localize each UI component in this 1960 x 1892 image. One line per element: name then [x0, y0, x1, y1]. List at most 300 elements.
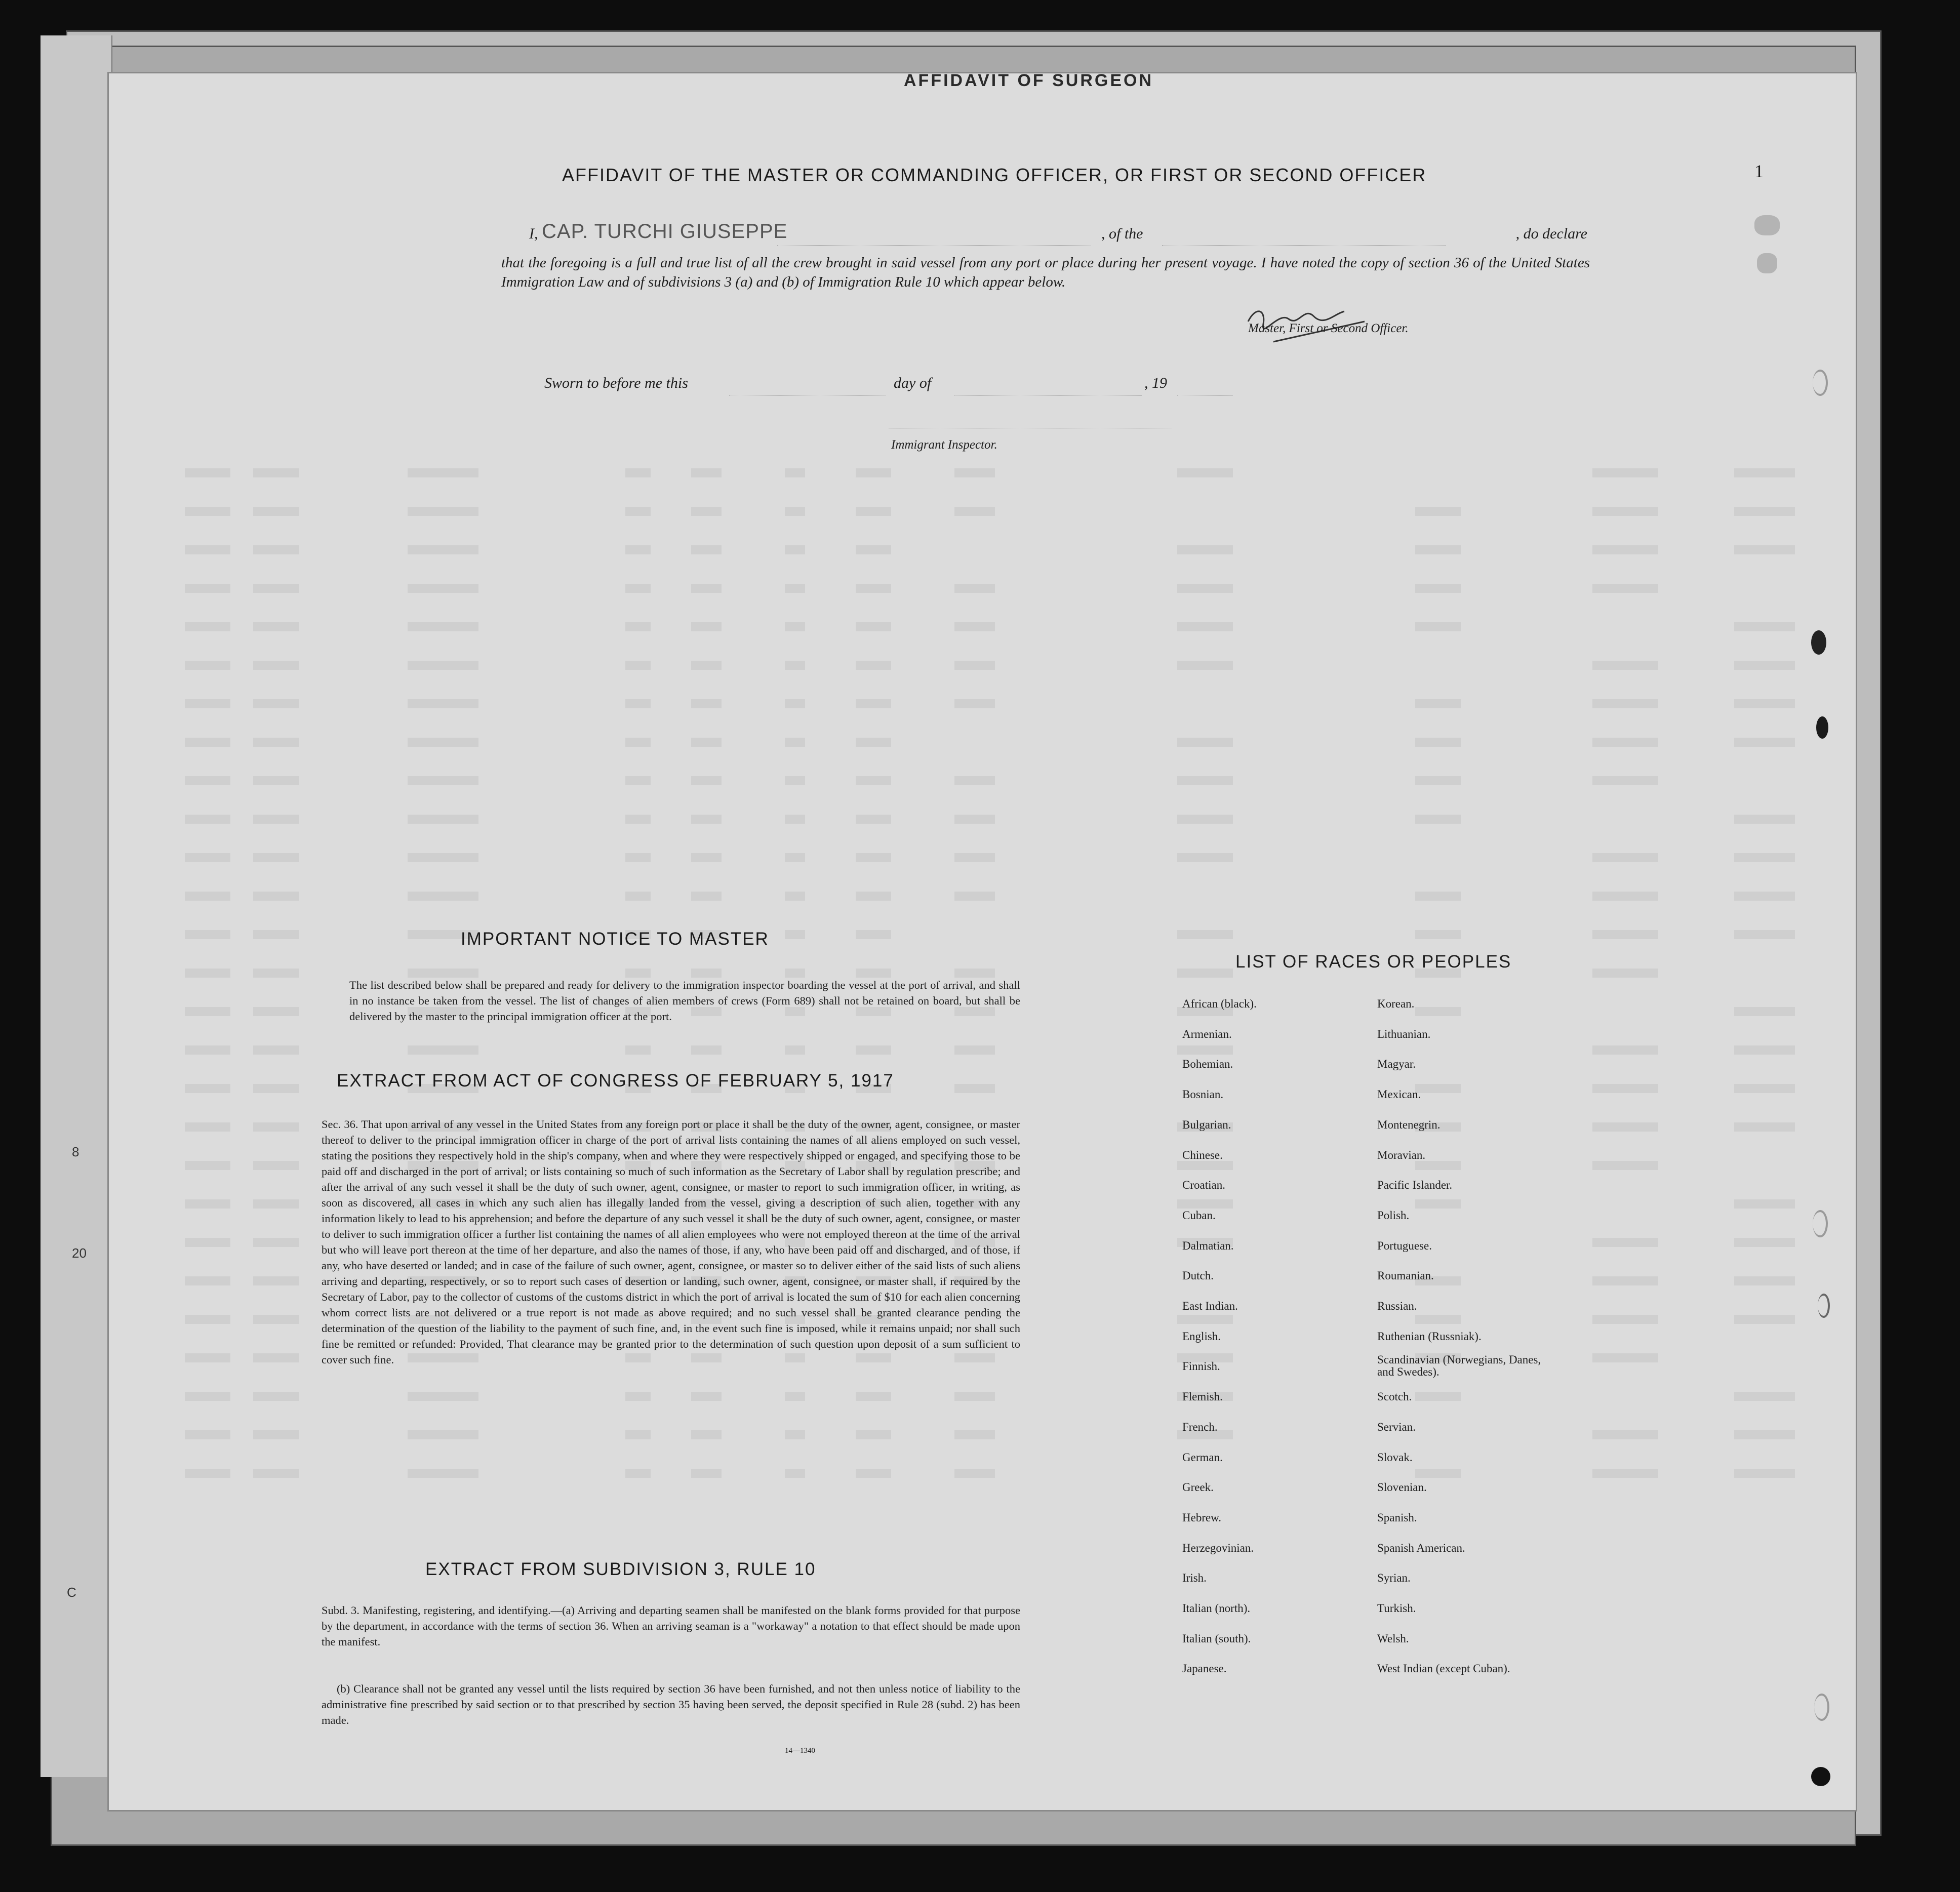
bleed-through-mark: [253, 661, 299, 670]
bleed-through-mark: [1177, 661, 1233, 670]
race-item: Greek.: [1182, 1481, 1214, 1494]
document-page: [109, 73, 1856, 1810]
bleed-through-mark: [185, 1276, 230, 1285]
rule-subd-b: (b) Clearance shall not be granted any vessel until the lists required by section 36 have been furnished, and not then unless notice of liability to the administrative fine prescribed by said section or to that prescribed by section 35 having been served, the deposit specified in Rule 28 (subd. 2) has been made.: [322, 1682, 1020, 1726]
bleed-through-mark: [1177, 969, 1233, 978]
bleed-through-mark: [1592, 776, 1658, 785]
year-label: , 19: [1144, 375, 1167, 391]
bleed-through-mark: [253, 815, 299, 824]
bleed-through-mark: [185, 507, 230, 516]
bleed-through-row: [185, 848, 1795, 868]
bleed-through-mark: [253, 584, 299, 593]
race-item: Slovenian.: [1377, 1481, 1427, 1494]
bleed-through-mark: [625, 661, 651, 670]
bleed-through-mark: [253, 853, 299, 862]
punch-hole: [1813, 1210, 1828, 1237]
race-item: Bosnian.: [1182, 1088, 1224, 1101]
bleed-through-mark: [1177, 738, 1233, 747]
bleed-through-mark: [625, 815, 651, 824]
bleed-through-mark: [1415, 815, 1461, 824]
smudge-mark: [1757, 253, 1777, 273]
bleed-through-mark: [1177, 622, 1233, 631]
race-item: Cuban.: [1182, 1209, 1216, 1222]
bleed-through-mark: [1177, 468, 1233, 477]
race-item: Polish.: [1377, 1209, 1410, 1222]
margin-mark: 20: [72, 1245, 87, 1261]
bleed-through-mark: [954, 853, 995, 862]
bleed-through-mark: [1177, 853, 1233, 862]
race-item: Scandinavian (Norwegians, Danes, and Swedes).: [1377, 1353, 1541, 1379]
bleed-through-mark: [185, 1430, 230, 1439]
vessel-blank: [1162, 228, 1446, 246]
bleed-through-row: [185, 502, 1795, 522]
race-item: Pacific Islander.: [1377, 1179, 1453, 1192]
bleed-through-mark: [785, 1392, 805, 1401]
bleed-through-mark: [253, 1392, 299, 1401]
declare-of-the: , of the: [1101, 225, 1143, 242]
bleed-through-mark: [954, 1469, 995, 1478]
bleed-through-mark: [625, 738, 651, 747]
bleed-through-mark: [253, 545, 299, 554]
bleed-through-mark: [856, 661, 891, 670]
bleed-through-mark: [785, 1045, 805, 1055]
day-of-label: day of: [894, 375, 932, 391]
bleed-through-mark: [185, 468, 230, 477]
bleed-through-mark: [185, 622, 230, 631]
bleed-through-mark: [1592, 699, 1658, 708]
declare-do-declare: , do declare: [1515, 225, 1587, 242]
punch-hole: [1814, 1694, 1829, 1721]
name-blank: [777, 228, 1091, 246]
affidavit-title: AFFIDAVIT OF THE MASTER OR COMMANDING OFFICER, OR FIRST OR SECOND OFFICER: [562, 165, 1427, 185]
bleed-through-mark: [185, 1238, 230, 1247]
bleed-through-mark: [1592, 892, 1658, 901]
bleed-through-mark: [185, 1007, 230, 1016]
bleed-through-mark: [691, 1392, 722, 1401]
bleed-through-mark: [1592, 738, 1658, 747]
bleed-through-mark: [785, 930, 805, 939]
bleed-through-mark: [185, 930, 230, 939]
punch-hole: [1813, 370, 1828, 396]
bleed-through-mark: [253, 507, 299, 516]
bleed-through-mark: [856, 622, 891, 631]
race-item: Finnish.: [1182, 1360, 1220, 1373]
bleed-through-mark: [408, 1045, 478, 1055]
race-item: Slovak.: [1377, 1451, 1413, 1464]
notice-heading: IMPORTANT NOTICE TO MASTER: [461, 929, 769, 949]
bleed-through-mark: [408, 584, 478, 593]
bleed-through-mark: [785, 622, 805, 631]
bleed-through-mark: [1415, 545, 1461, 554]
bleed-through-row: [185, 925, 1795, 945]
bleed-through-mark: [1592, 507, 1658, 516]
races-heading: LIST OF RACES OR PEOPLES: [1235, 952, 1512, 972]
race-item: Servian.: [1377, 1420, 1416, 1433]
race-item: Portuguese.: [1377, 1239, 1432, 1252]
bleed-through-mark: [691, 661, 722, 670]
bleed-through-row: [185, 656, 1795, 676]
rule-heading: EXTRACT FROM SUBDIVISION 3, RULE 10: [425, 1559, 816, 1579]
bleed-through-mark: [691, 1430, 722, 1439]
bleed-through-mark: [691, 815, 722, 824]
race-item: Lithuanian.: [1377, 1027, 1431, 1040]
bleed-through-mark: [1177, 584, 1233, 593]
bleed-through-mark: [1734, 815, 1795, 824]
bleed-through-mark: [1734, 930, 1795, 939]
bleed-through-mark: [785, 584, 805, 593]
bleed-through-mark: [253, 1161, 299, 1170]
bleed-through-mark: [954, 584, 995, 593]
race-item: English.: [1182, 1330, 1221, 1343]
bleed-through-mark: [625, 892, 651, 901]
bleed-through-mark: [954, 468, 995, 477]
bleed-through-mark: [253, 1315, 299, 1324]
race-item: Russian.: [1377, 1300, 1417, 1312]
bleed-through-mark: [408, 622, 478, 631]
bleed-through-mark: [785, 815, 805, 824]
bleed-through-row: [185, 887, 1795, 907]
bleed-through-mark: [954, 699, 995, 708]
bleed-through-mark: [253, 1122, 299, 1132]
bleed-through-mark: [856, 545, 891, 554]
bleed-through-mark: [1734, 661, 1795, 670]
bleed-through-mark: [185, 892, 230, 901]
bleed-through-mark: [1415, 507, 1461, 516]
sworn-year-blank: [1177, 378, 1233, 395]
bleed-through-mark: [408, 1430, 478, 1439]
bleed-through-mark: [954, 815, 995, 824]
bleed-through-mark: [253, 738, 299, 747]
bleed-through-mark: [408, 507, 478, 516]
surgeon-heading: AFFIDAVIT OF SURGEON: [904, 71, 1154, 90]
bleed-through-mark: [1415, 892, 1461, 901]
bleed-through-row: [185, 733, 1795, 753]
bleed-through-mark: [408, 1392, 478, 1401]
bleed-through-mark: [1734, 545, 1795, 554]
bleed-through-mark: [691, 969, 722, 978]
race-item: Turkish.: [1377, 1602, 1416, 1615]
bleed-through-mark: [856, 1469, 891, 1478]
bleed-through-mark: [253, 1199, 299, 1209]
affidavit-body: that the foregoing is a full and true list of all the crew brought in said vessel from any port or place during her present voyage. I have noted the copy of section 36 of the United States Immigration Law and of subdivisions 3 (a) and (b) of Immigration Rule 10 which appear below.: [501, 255, 1590, 290]
bleed-through-mark: [691, 738, 722, 747]
bleed-through-mark: [1592, 545, 1658, 554]
bleed-through-mark: [253, 1084, 299, 1093]
bleed-through-mark: [625, 776, 651, 785]
bleed-through-mark: [625, 507, 651, 516]
bleed-through-mark: [856, 584, 891, 593]
bleed-through-mark: [785, 738, 805, 747]
race-item: Flemish.: [1182, 1390, 1223, 1403]
bleed-through-mark: [253, 969, 299, 978]
bleed-through-mark: [185, 1199, 230, 1209]
race-item: Bulgarian.: [1182, 1118, 1231, 1131]
bleed-through-mark: [856, 853, 891, 862]
bleed-through-mark: [408, 969, 478, 978]
bleed-through-mark: [625, 584, 651, 593]
bleed-through-mark: [185, 738, 230, 747]
bleed-through-mark: [1177, 776, 1233, 785]
bleed-through-mark: [625, 622, 651, 631]
race-item: Japanese.: [1182, 1662, 1227, 1675]
bleed-through-mark: [785, 661, 805, 670]
bleed-through-mark: [253, 776, 299, 785]
rule-subd-a: Subd. 3. Manifesting, registering, and identifying.—(a) Arriving and departing seamen shall be manifested on the blank forms provided for that purpose by the department, in accordance with the terms of section 36. When an arriving seaman is a "workaway" a notation to that effect should be made upon the manifest.: [322, 1604, 1020, 1648]
bleed-through-row: [185, 617, 1795, 637]
race-item: Italian (north).: [1182, 1602, 1251, 1615]
bleed-through-mark: [253, 1045, 299, 1055]
punch-hole: [1811, 1767, 1830, 1786]
bleed-through-mark: [253, 930, 299, 939]
smudge-mark: [1754, 215, 1780, 235]
form-number: 14—1340: [785, 1747, 815, 1755]
bleed-through-mark: [691, 1045, 722, 1055]
bleed-through-mark: [1734, 853, 1795, 862]
bleed-through-mark: [1592, 584, 1658, 593]
bleed-through-mark: [691, 545, 722, 554]
race-item: Magyar.: [1377, 1058, 1416, 1071]
master-caption: Master, First or Second Officer.: [1248, 321, 1409, 335]
bleed-through-mark: [408, 468, 478, 477]
sworn-month-blank: [954, 378, 1142, 395]
bleed-through-mark: [785, 699, 805, 708]
bleed-through-mark: [185, 1353, 230, 1362]
race-item: Mexican.: [1377, 1088, 1421, 1101]
bleed-through-mark: [253, 468, 299, 477]
margin-mark: 8: [72, 1144, 79, 1159]
bleed-through-mark: [954, 969, 995, 978]
bleed-through-mark: [253, 1238, 299, 1247]
race-item: East Indian.: [1182, 1300, 1238, 1312]
race-item: Scotch.: [1377, 1390, 1412, 1403]
bleed-through-mark: [1177, 930, 1233, 939]
bleed-through-mark: [856, 1045, 891, 1055]
race-item: Ruthenian (Russniak).: [1377, 1330, 1482, 1343]
bleed-through-mark: [785, 1469, 805, 1478]
inspector-caption: Immigrant Inspector.: [891, 438, 997, 452]
bleed-through-mark: [253, 892, 299, 901]
bleed-through-mark: [253, 1276, 299, 1285]
bleed-through-mark: [856, 468, 891, 477]
bleed-through-mark: [625, 699, 651, 708]
bleed-through-mark: [954, 622, 995, 631]
punch-hole: [1818, 1294, 1830, 1318]
race-item: Syrian.: [1377, 1572, 1411, 1585]
race-item: Roumanian.: [1377, 1269, 1434, 1282]
bleed-through-row: [185, 463, 1795, 484]
race-item: Spanish American.: [1377, 1541, 1465, 1554]
bleed-through-mark: [856, 1430, 891, 1439]
race-item: Welsh.: [1377, 1632, 1409, 1645]
bleed-through-mark: [856, 930, 891, 939]
bleed-through-mark: [691, 776, 722, 785]
bleed-through-mark: [1734, 468, 1795, 477]
race-item: Dutch.: [1182, 1269, 1214, 1282]
race-item: Irish.: [1182, 1572, 1207, 1585]
bleed-through-mark: [185, 545, 230, 554]
punch-hole: [1816, 716, 1828, 739]
bleed-through-mark: [785, 507, 805, 516]
bleed-through-mark: [954, 507, 995, 516]
bleed-through-mark: [1415, 738, 1461, 747]
bleed-through-mark: [785, 468, 805, 477]
bleed-through-mark: [185, 1469, 230, 1478]
race-item: Spanish.: [1377, 1511, 1417, 1524]
bleed-through-mark: [691, 892, 722, 901]
bleed-through-mark: [185, 853, 230, 862]
bleed-through-mark: [408, 853, 478, 862]
bleed-through-mark: [185, 776, 230, 785]
act-text: Sec. 36. That upon arrival of any vessel in the United States from any foreign port or place it shall be the duty of the owner, agent, consignee, or master thereof to deliver to the principal immigration officer in charge of the port of arrival lists containing the names of all aliens employed on such vessel, stating the positions they respectively hold in the ship's company, when and where they were respectively shipped or engaged, and specifying those to be paid off and discharged in the port of arrival; or lists containing so much of such information as the Secretary of Labor shall by regulation prescribe; and after the arrival of any such vessel it shall be the duty of such owner, agent, consignee, or master to report to such immigration officer, in writing, as soon as discovered, all cases in which any such alien has illegally landed from the vessel, giving a description of such alien, together with any information likely to lead to his apprehension; and before the departure of any such vessel it shall be the duty of such owner, agent, consignee, or master to deliver to such immigration officer a further list containing the names of all alien employees who were not employed thereon at the time of the arrival but who will leave port thereon at the time of her departure, and also the names of those, if any, who have been paid off and discharged, and of those, if any, who have deserted or landed; and in case of the failure of such owner, agent, consignee, or master so to deliver either of the said lists of such aliens arriving and departing, respectively, or so to report such cases of desertion or landing, such owner, agent, consignee, or master shall, if required by the Secretary of Labor, pay to the collector of customs of the customs district in which the port of arrival is located the sum of $10 for each alien concerning whom correct lists are not delivered or a true report is not made as above required; and no such vessel shall be granted clearance pending the determination of the question of the liability to the payment of such fine, and, in the event such fine is imposed, while it remains unpaid; nor shall such fine be remitted or refunded: Provided, That clearance may be granted prior to the determination of such question upon deposit of a sum sufficient to cover such fine.: [322, 1118, 1020, 1366]
bleed-through-mark: [1734, 892, 1795, 901]
bleed-through-mark: [185, 1161, 230, 1170]
race-item: African (black).: [1182, 997, 1257, 1010]
bleed-through-mark: [954, 1084, 995, 1093]
bleed-through-mark: [1415, 930, 1461, 939]
bleed-through-mark: [856, 699, 891, 708]
bleed-through-mark: [1415, 584, 1461, 593]
bleed-through-mark: [785, 892, 805, 901]
race-item: Chinese.: [1182, 1148, 1223, 1161]
bleed-through-mark: [1734, 699, 1795, 708]
bleed-through-mark: [785, 776, 805, 785]
bleed-through-mark: [408, 699, 478, 708]
race-item: Dalmatian.: [1182, 1239, 1234, 1252]
race-item: Herzegovinian.: [1182, 1541, 1254, 1554]
bleed-through-mark: [954, 1392, 995, 1401]
bleed-through-mark: [954, 892, 995, 901]
bleed-through-mark: [1415, 699, 1461, 708]
race-item: Moravian.: [1377, 1148, 1426, 1161]
bleed-through-mark: [625, 1392, 651, 1401]
bleed-through-mark: [856, 969, 891, 978]
bleed-through-mark: [408, 776, 478, 785]
bleed-through-mark: [691, 507, 722, 516]
bleed-through-mark: [253, 699, 299, 708]
race-item: Bohemian.: [1182, 1058, 1233, 1071]
page-mark: 1: [1754, 161, 1764, 181]
bleed-through-mark: [408, 892, 478, 901]
bleed-through-mark: [1592, 468, 1658, 477]
bleed-through-row: [185, 694, 1795, 714]
bleed-through-mark: [625, 1430, 651, 1439]
race-item: Montenegrin.: [1377, 1118, 1441, 1131]
bleed-through-mark: [253, 1353, 299, 1362]
bleed-through-mark: [691, 468, 722, 477]
bleed-through-mark: [625, 468, 651, 477]
race-item: Croatian.: [1182, 1179, 1225, 1192]
bleed-through-mark: [785, 853, 805, 862]
bleed-through-mark: [408, 815, 478, 824]
bleed-through-mark: [856, 815, 891, 824]
bleed-through-mark: [185, 1315, 230, 1324]
bleed-through-mark: [1592, 930, 1658, 939]
bleed-through-mark: [185, 1392, 230, 1401]
race-item: Italian (south).: [1182, 1632, 1251, 1645]
sworn-day-blank: [729, 378, 886, 395]
bleed-through-mark: [1592, 661, 1658, 670]
bleed-through-row: [185, 579, 1795, 599]
bleed-through-mark: [856, 892, 891, 901]
race-item: German.: [1182, 1451, 1223, 1464]
underlying-strip: [41, 35, 112, 1777]
margin-mark: C: [67, 1585, 76, 1600]
race-item: Hebrew.: [1182, 1511, 1222, 1524]
bleed-through-mark: [185, 1122, 230, 1132]
bleed-through-mark: [408, 1469, 478, 1478]
bleed-through-mark: [785, 969, 805, 978]
bleed-through-mark: [691, 1469, 722, 1478]
bleed-through-mark: [185, 1084, 230, 1093]
declaration-line: [529, 220, 1587, 249]
bleed-through-mark: [1592, 853, 1658, 862]
bleed-through-mark: [625, 969, 651, 978]
bleed-through-mark: [1734, 622, 1795, 631]
bleed-through-mark: [1734, 507, 1795, 516]
bleed-through-mark: [856, 738, 891, 747]
bleed-through-row: [185, 810, 1795, 830]
race-item: West Indian (except Cuban).: [1377, 1662, 1510, 1675]
bleed-through-mark: [691, 853, 722, 862]
bleed-through-mark: [856, 1392, 891, 1401]
bleed-through-mark: [408, 661, 478, 670]
bleed-through-mark: [625, 545, 651, 554]
races-list: [1182, 997, 1790, 1757]
bleed-through-mark: [625, 853, 651, 862]
bleed-through-row: [185, 771, 1795, 791]
bleed-through-mark: [1177, 545, 1233, 554]
bleed-through-mark: [856, 776, 891, 785]
master-name: CAP. TURCHI GIUSEPPE: [542, 220, 788, 243]
bleed-through-mark: [625, 1469, 651, 1478]
bleed-through-mark: [954, 776, 995, 785]
bleed-through-mark: [185, 584, 230, 593]
bleed-through-mark: [691, 584, 722, 593]
bleed-through-mark: [1592, 969, 1658, 978]
bleed-through-mark: [785, 1430, 805, 1439]
bleed-through-mark: [954, 1045, 995, 1055]
punch-hole: [1811, 630, 1826, 655]
bleed-through-row: [185, 540, 1795, 560]
bleed-through-mark: [625, 1045, 651, 1055]
notice-text: The list described below shall be prepared and ready for delivery to the immigration inspector boarding the vessel at the port of arrival, and shall in no instance be taken from the vessel. The list of changes of alien members of crews (Form 689) shall not be retained on board, but shall be delivered by the master to the principal immigration officer at the port.: [349, 979, 1020, 1023]
bleed-through-mark: [253, 1430, 299, 1439]
bleed-through-mark: [185, 969, 230, 978]
race-item: Korean.: [1377, 997, 1415, 1010]
bleed-through-mark: [856, 507, 891, 516]
bleed-through-mark: [785, 545, 805, 554]
bleed-through-mark: [185, 1045, 230, 1055]
sworn-to-label: Sworn to before me this: [544, 375, 688, 391]
bleed-through-mark: [1734, 738, 1795, 747]
bleed-through-mark: [253, 622, 299, 631]
bleed-through-mark: [185, 699, 230, 708]
race-item: French.: [1182, 1420, 1218, 1433]
race-item: Armenian.: [1182, 1027, 1232, 1040]
bleed-through-mark: [253, 1007, 299, 1016]
bleed-through-mark: [408, 545, 478, 554]
bleed-through-mark: [691, 699, 722, 708]
bleed-through-mark: [253, 1469, 299, 1478]
bleed-through-mark: [1415, 776, 1461, 785]
declare-i: I,: [529, 225, 538, 242]
bleed-through-mark: [691, 622, 722, 631]
bleed-through-mark: [954, 1430, 995, 1439]
sworn-line: [544, 375, 1243, 395]
bleed-through-mark: [185, 815, 230, 824]
bleed-through-mark: [1415, 622, 1461, 631]
bleed-through-mark: [954, 661, 995, 670]
